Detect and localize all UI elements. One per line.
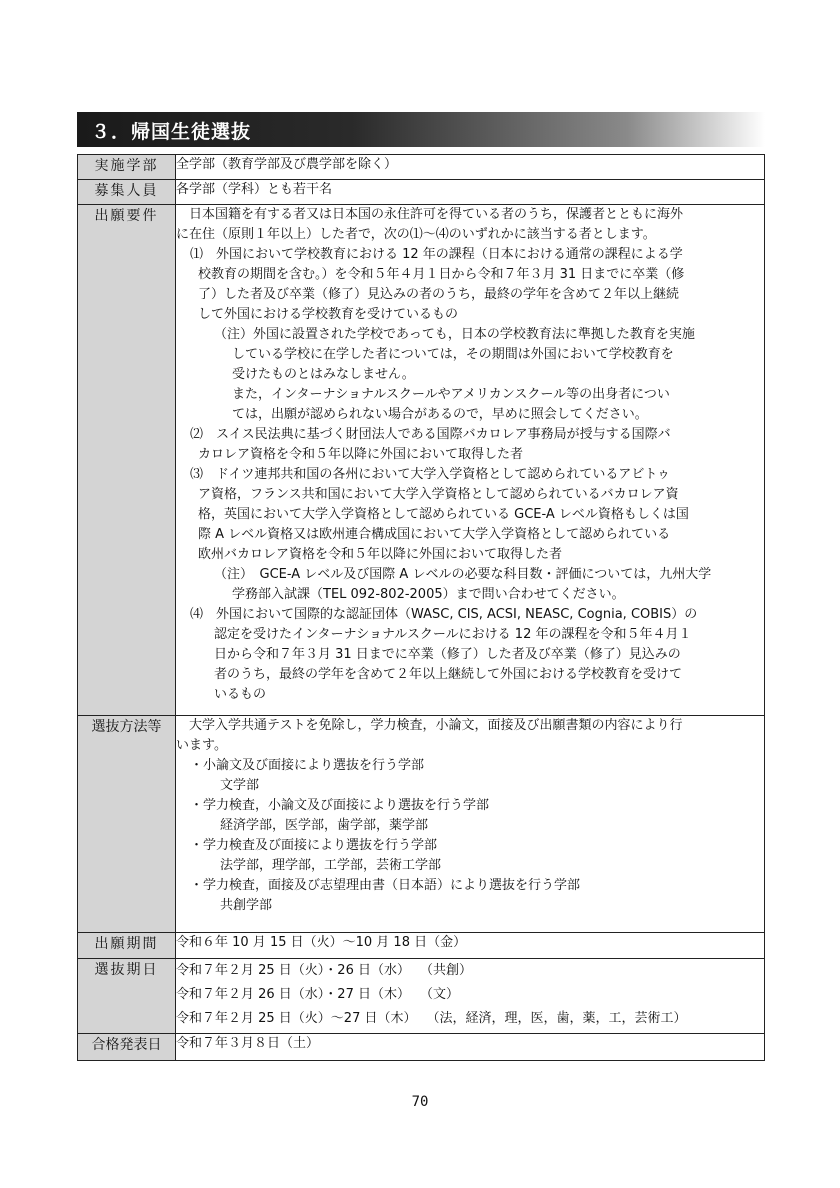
selection-line: ・小論文及び面接により選抜を行う学部 bbox=[190, 758, 425, 773]
requirements-line: 日本国籍を有する者又は日本国の永住許可を得ている者のうち，保護者とともに海外 bbox=[176, 207, 684, 222]
selection-line: 法学部，理学部，工学部，芸術工学部 bbox=[220, 858, 442, 873]
table-row-announce bbox=[78, 1034, 765, 1061]
selection-line: ・学力検査，面接及び志望理由書（日本語）により選抜を行う学部 bbox=[190, 878, 581, 893]
exam-date: 令和７年２月 25 日（火）～27 日（木） bbox=[176, 1011, 417, 1026]
requirements-line: ア資格，フランス共和国において大学入学資格として認められているバカロレア資 bbox=[198, 487, 679, 502]
requirements-line: 格，英国において大学入学資格として認められている GCE-A レベル資格もしくは国 bbox=[198, 507, 689, 522]
selection-label: 選抜方法等 bbox=[78, 716, 176, 933]
requirements-line: 日から令和７年３月 31 日までに卒業（修了）した者及び卒業（修了）見込みの bbox=[214, 647, 681, 662]
exam-date-item bbox=[176, 1007, 764, 1031]
table-row-period bbox=[78, 933, 765, 959]
requirements-line: して外国における学校教育を受けているもの bbox=[198, 307, 459, 322]
requirements-line: また，インターナショナルスクールやアメリカンスクール等の出身者につい bbox=[232, 387, 670, 402]
table-row-selection bbox=[78, 716, 765, 933]
selection-line: ・学力検査及び面接により選抜を行う学部 bbox=[190, 838, 438, 853]
exam-dates-list bbox=[176, 959, 765, 1034]
requirements-line: 了）した者及び卒業（修了）見込みの者のうち，最終の学年を含めて２年以上継続 bbox=[198, 287, 680, 302]
requirements-line: している学校に在学した者については，その期間は外国において学校教育を bbox=[232, 347, 674, 362]
exam-date: 令和７年２月 26 日（水）・27 日（木） bbox=[176, 987, 410, 1002]
selection-line: 文学部 bbox=[220, 778, 260, 793]
recruit-value: 各学部（学科）とも若干名 bbox=[176, 180, 765, 205]
admission-info-table bbox=[77, 154, 765, 1061]
period-value: 令和６年 10 月 15 日（火）～10 月 18 日（金） bbox=[176, 933, 765, 959]
table-row-exam-dates bbox=[78, 959, 765, 1034]
requirements-text bbox=[176, 205, 765, 716]
faculty-label: 実施学部 bbox=[78, 155, 176, 180]
requirements-line: ⑷ 外国において国際的な認証団体（WASC, CIS, ACSI, NEASC, Cognia, COBIS）の bbox=[190, 607, 698, 622]
requirements-line: 学務部入試課（TEL 092-802-2005）まで問い合わせてください。 bbox=[232, 587, 625, 602]
selection-line: 経済学部，医学部，歯学部，薬学部 bbox=[220, 818, 429, 833]
requirements-line: （注） GCE-A レベル及び国際 A レベルの必要な科目数・評価については，九州大学 bbox=[214, 567, 712, 582]
selection-text bbox=[176, 716, 765, 933]
requirements-line: 者のうち，最終の学年を含めて２年以上継続して外国における学校教育を受けて bbox=[214, 667, 683, 682]
table-row-faculty bbox=[78, 155, 765, 180]
exam-faculties: （文） bbox=[419, 987, 459, 1002]
section-title: ３．帰国生徒選抜 bbox=[91, 121, 252, 143]
exam-date-item bbox=[176, 983, 764, 1007]
announce-value: 令和７年３月８日（土） bbox=[176, 1034, 765, 1061]
requirements-line: ては，出願が認められない場合があるので，早めに照会してください。 bbox=[232, 407, 648, 422]
requirements-line: カロレア資格を令和５年以降に外国において取得した者 bbox=[198, 447, 524, 462]
selection-line: います。 bbox=[176, 738, 227, 753]
period-label: 出願期間 bbox=[78, 933, 176, 959]
requirements-label: 出願要件 bbox=[78, 205, 176, 716]
requirements-line: 際 A レベル資格又は欧州連合構成国において大学入学資格として認められている bbox=[198, 527, 671, 542]
requirements-line: ⑴ 外国において学校教育における 12 年の課程（日本における通常の課程による学 bbox=[190, 247, 683, 262]
requirements-line: ⑵ スイス民法典に基づく財団法人である国際バカロレア事務局が授与する国際バ bbox=[190, 427, 671, 442]
page-number: 70 bbox=[411, 1094, 429, 1110]
announce-label: 合格発表日 bbox=[78, 1034, 176, 1061]
selection-line: ・学力検査，小論文及び面接により選抜を行う学部 bbox=[190, 798, 490, 813]
recruit-label: 募集人員 bbox=[78, 180, 176, 205]
requirements-line: ⑶ ドイツ連邦共和国の各州において大学入学資格として認められているアビトゥ bbox=[190, 467, 671, 482]
requirements-line: 認定を受けたインターナショナルスクールにおける 12 年の課程を令和５年４月１ bbox=[214, 627, 692, 642]
exam-dates-label: 選抜期日 bbox=[78, 959, 176, 1034]
requirements-line: に在住（原則１年以上）した者で，次の⑴～⑷のいずれかに該当する者とします。 bbox=[176, 227, 656, 242]
selection-line: 大学入学共通テストを免除し，学力検査，小論文，面接及び出願書類の内容により行 bbox=[176, 718, 683, 733]
table-row-recruit bbox=[78, 180, 765, 205]
selection-line: 共創学部 bbox=[220, 898, 273, 913]
section-header bbox=[77, 112, 765, 147]
exam-faculties: （法，経済，理，医，歯，薬，工，芸術工） bbox=[426, 1011, 687, 1026]
faculty-value: 全学部（教育学部及び農学部を除く） bbox=[176, 155, 765, 180]
requirements-line: 校教育の期間を含む。）を令和５年４月１日から令和７年３月 31 日までに卒業（修 bbox=[198, 267, 685, 282]
requirements-line: （注）外国に設置された学校であっても，日本の学校教育法に準拠した教育を実施 bbox=[214, 327, 695, 342]
exam-date: 令和７年２月 25 日（火）・26 日（水） bbox=[176, 963, 410, 978]
requirements-line: 欧州バカロレア資格を令和５年以降に外国において取得した者 bbox=[198, 547, 563, 562]
table-row-requirements bbox=[78, 205, 765, 716]
exam-faculties: （共創） bbox=[419, 963, 472, 978]
requirements-line: 受けたものとはみなしません。 bbox=[232, 367, 415, 382]
exam-date-item bbox=[176, 959, 764, 983]
requirements-line: いるもの bbox=[214, 687, 267, 702]
